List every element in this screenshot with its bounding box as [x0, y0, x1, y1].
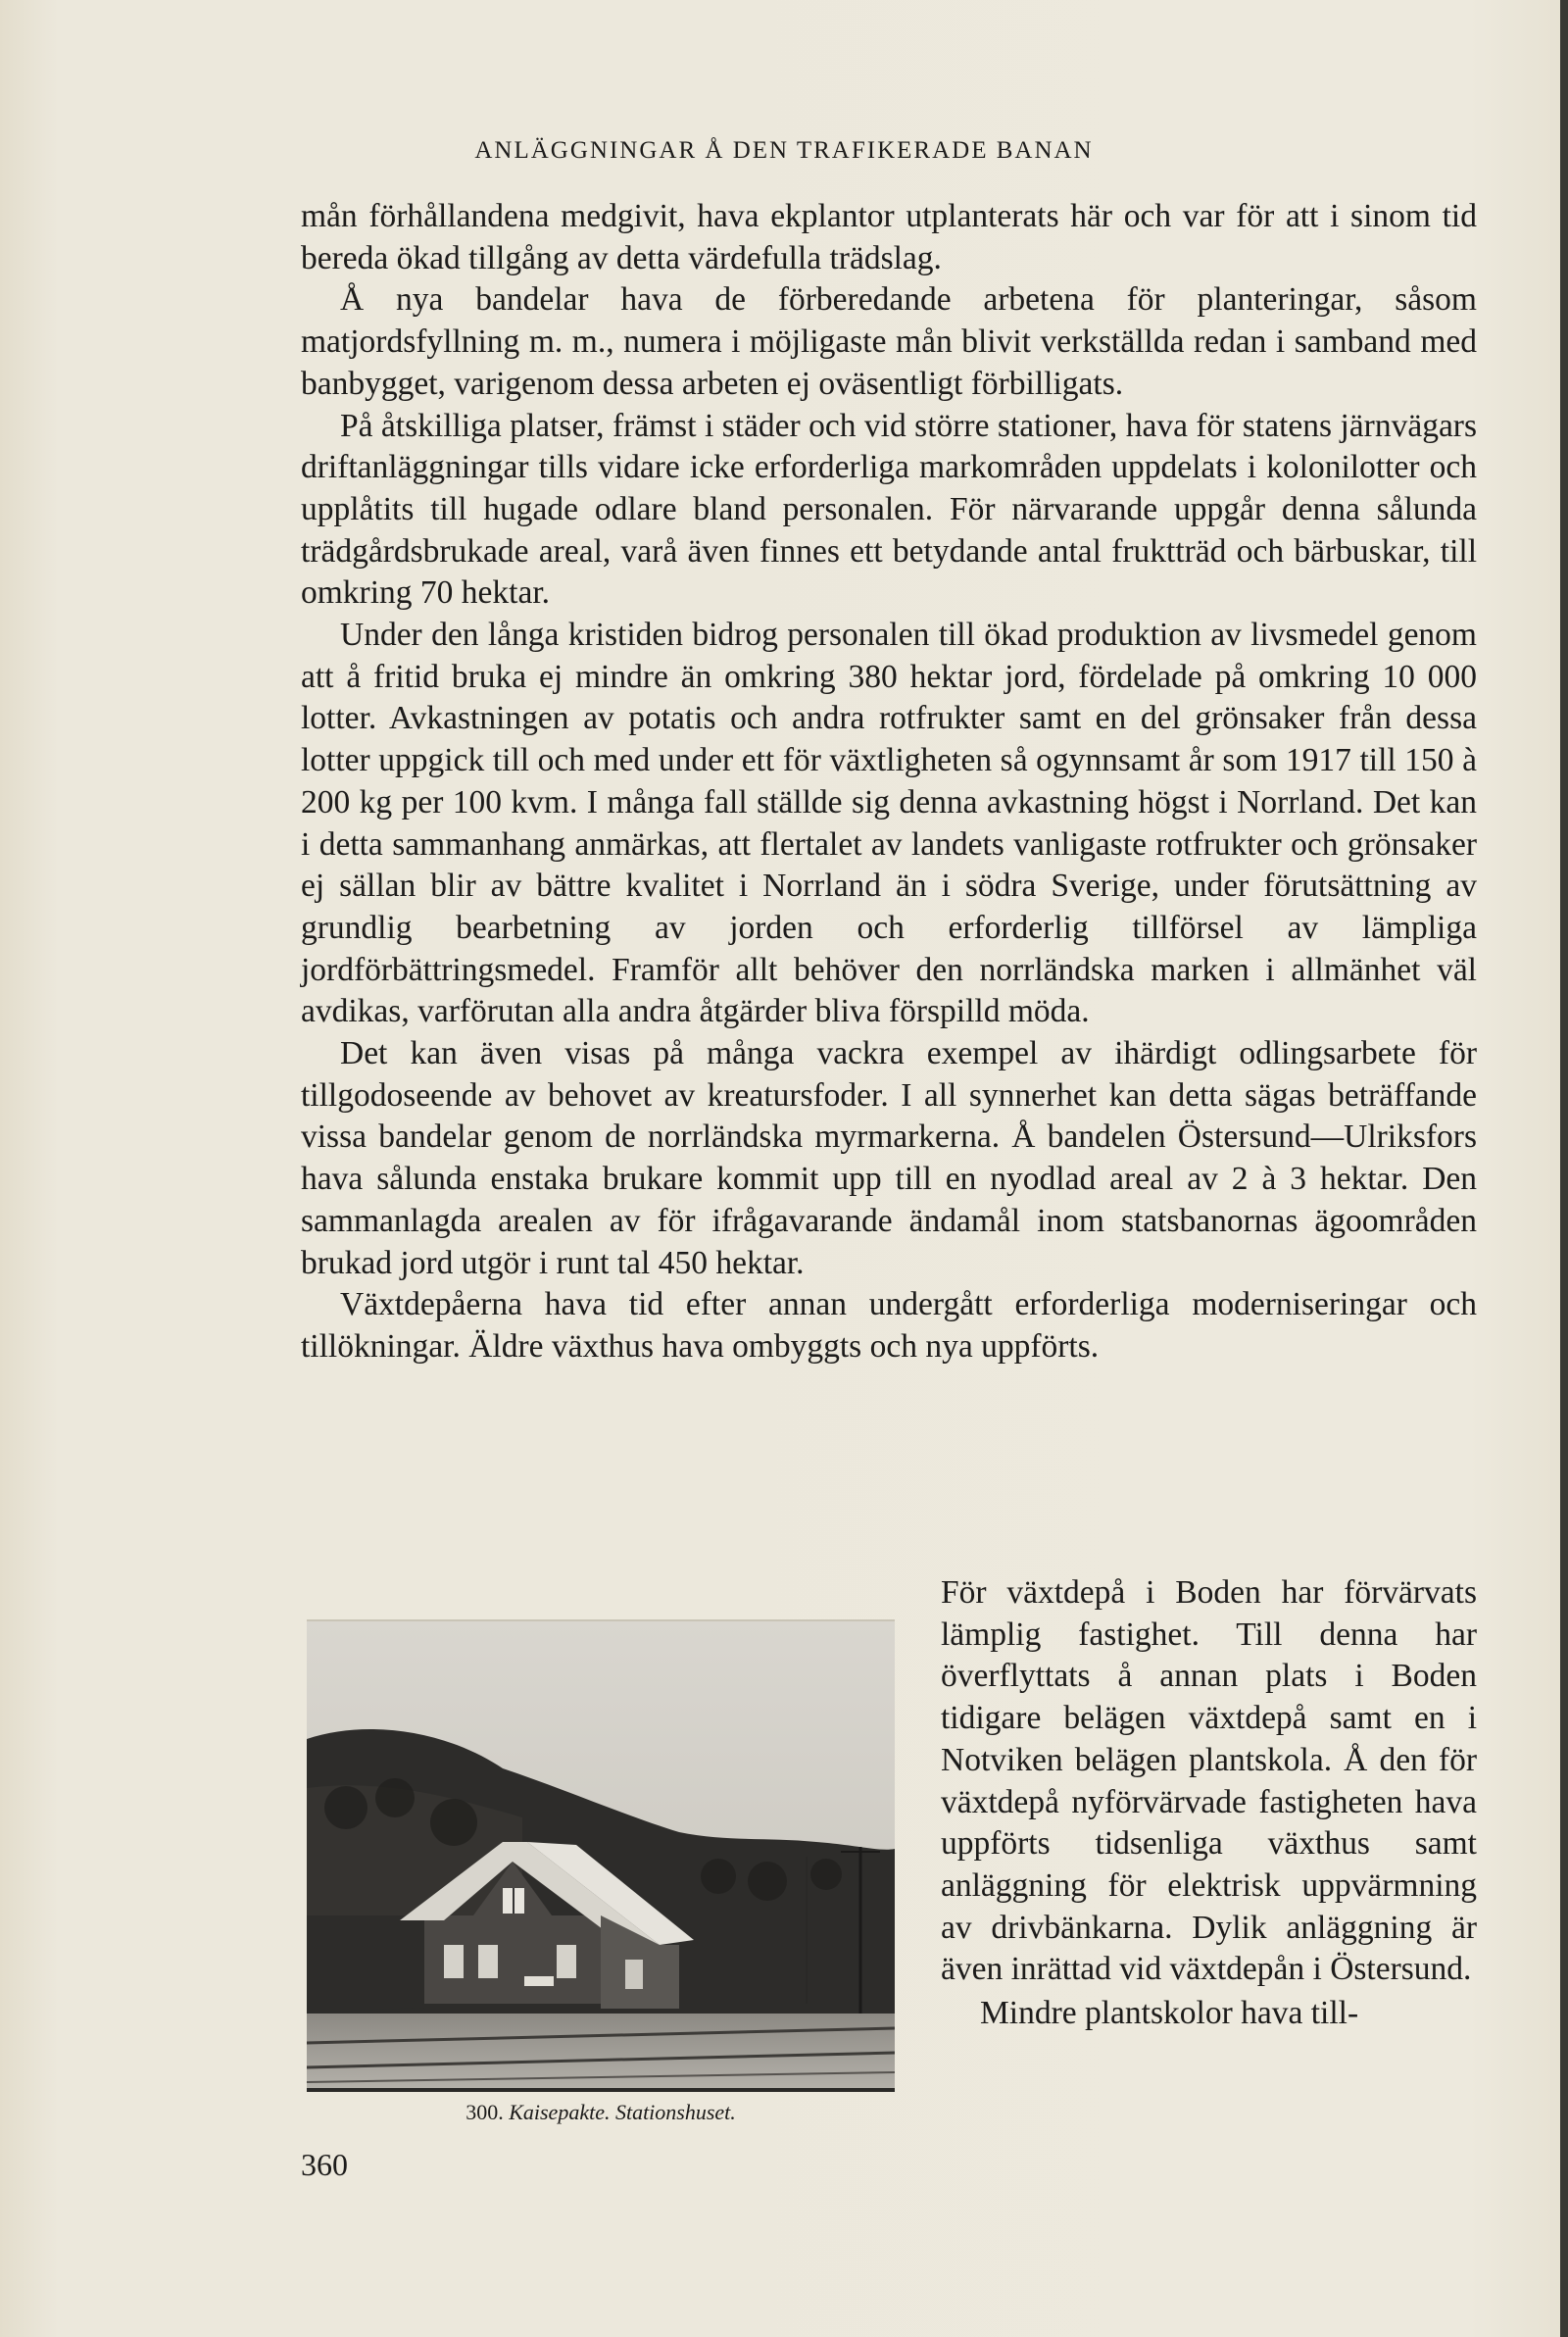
station-house-photo	[307, 1619, 895, 2092]
wrapped-body-text	[941, 1572, 1477, 2035]
main-body-text	[301, 196, 1477, 1368]
paragraph-5: Det kan även visas på många vackra exempel av ihärdigt odlingsarbete för tillgodoseende av behovet av kreatursfoder. I all synnerhet kan detta sägas beträffande vissa bandelar genom de norrländska myrmarkerna. Å bandelen Östersund—Ulriksfors hava sålunda enstaka brukare kommit upp till en nyodlad areal av 2 à 3 hektar. Den sammanlagda arealen av för ifrågavarande ändamål inom statsbanornas ägoområden brukad jord utgör i runt tal 450 hektar.	[301, 1035, 1477, 1281]
paragraph-4: Under den långa kristiden bidrog personalen till ökad produktion av livsmedel genom att å fritid bruka ej mindre än omkring 380 hektar jord, fördelade på omkring 10 000 lotter. Avkastningen av potatis och andra rotfrukter samt en del grönsaker från dessa lotter uppgick till och med under ett för växtligheten så ogynnsamt år som 1917 till 150 à 200 kg per 100 kvm. I många fall ställde sig denna avkastning högst i Norrland. Det kan i detta sammanhang anmärkas, att flertalet av landets vanligaste rotfrukter och grönsaker ej sällan blir av bättre kvalitet i Norrland än i södra Sverige, under förutsättning av grundlig bearbetning av jorden och erforderlig tillförsel av lämpliga jordförbättringsmedel. Framför allt behöver den norrländska marken i allmänhet väl avdikas, varförutan alla andra åtgärder bliva förspilld möda.	[301, 617, 1477, 1030]
paragraph-6: Växtdepåerna hava tid efter annan undergått erforderliga moderniseringar och tillökningar. Äldre växthus hava ombyggts och nya uppförts.	[301, 1286, 1477, 1365]
figure-number: 300.	[466, 2100, 504, 2124]
figure-caption-text: Kaisepakte. Stationshuset.	[509, 2100, 736, 2124]
paragraph-1: mån förhållandena medgivit, hava ekplantor utplanterats här och var för att i sinom tid bereda ökad tillgång av detta värdefulla trädslag.	[301, 198, 1477, 276]
paragraph-3: På åtskilliga platser, främst i städer och vid större stationer, hava för statens järnvägars driftanläggningar tills vidare icke erforderliga markområden uppdelats i kolonilotter och upplåtits till hugade odlare bland personalen. För närvarande uppgår denna sålunda trädgårdsbrukade areal, varå även finnes ett betydande antal fruktträd och bärbuskar, till omkring 70 hektar.	[301, 407, 1477, 612]
figure-caption	[307, 2100, 895, 2125]
paragraph-2: Å nya bandelar hava de förberedande arbetena för planteringar, såsom matjordsfyllning m. m., numera i möjligaste mån blivit verkställda redan i samband med banbygget, varigenom dessa arbeten ej oväsentligt förbilligats.	[301, 281, 1477, 402]
wrapped-paragraph: För växtdepå i Boden har förvärvats lämplig fastighet. Till denna har överflyttats å annan plats i Boden tidigare belägen växtdepå samt en i Notviken belägen plantskola. Å den för växtdepå nyförvärvade fastigheten hava uppförts tidsenliga växthus samt anläggning för elektrisk uppvärmning av drivbänkarna. Dylik anläggning är även inrättad vid växtdepån i Östersund.	[941, 1574, 1477, 1988]
page-number: 360	[301, 2147, 348, 2182]
wrapped-paragraph-tail: Mindre plantskolor hava till-	[980, 1995, 1359, 2032]
running-header: ANLÄGGNINGAR Å DEN TRAFIKERADE BANAN	[474, 137, 1094, 164]
page-edge-shadow	[1560, 0, 1568, 2337]
